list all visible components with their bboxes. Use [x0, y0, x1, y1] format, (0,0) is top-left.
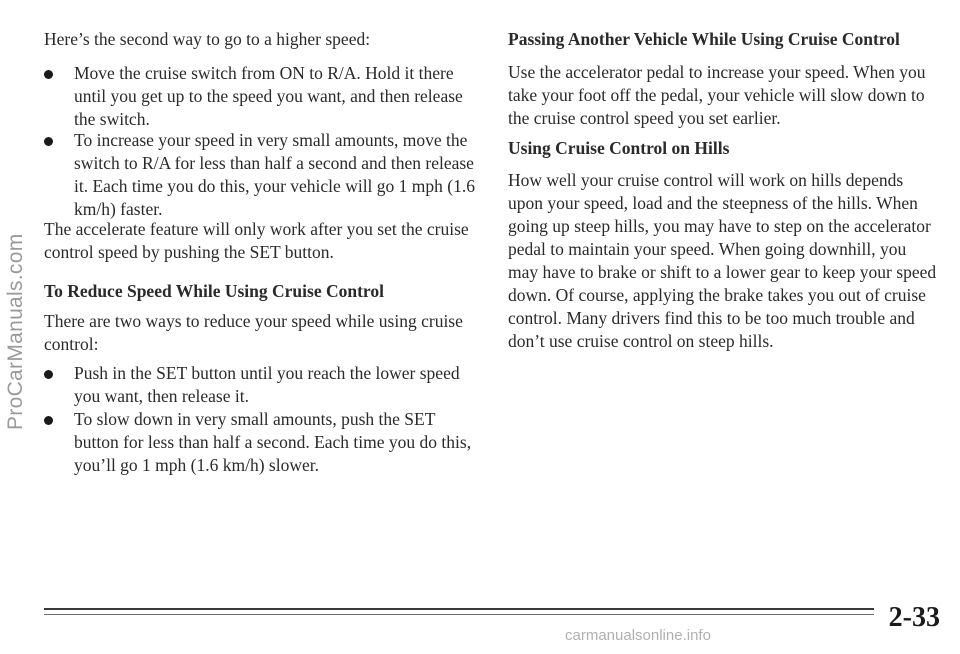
- bullet-text: Push in the SET button until you reach the lower speed you want, then release it.: [74, 363, 460, 406]
- footer-rule-thin: [44, 614, 874, 615]
- bullet-item: [44, 62, 484, 131]
- bullet-dot-icon: [44, 70, 53, 79]
- bullet-dot-icon: [44, 416, 53, 425]
- section-heading: Using Cruise Control on Hills: [508, 138, 730, 158]
- footer-watermark: carmanualsonline.info: [565, 627, 711, 644]
- passing-text: Use the accelerator pedal to increase your speed. When you take your foot off the pedal, your vehicle will slow down to the cruise control speed you set earlier.: [508, 62, 926, 128]
- hills-text: How well your cruise control will work on hills depends upon your speed, load and the steepness of the hills. When going up steep hills, you may have to step on the accelerator pedal to maintain your speed. When going downhill, you may have to brake or shift to a lower gear to keep your speed down. Of course, applying the brake takes you out of cruise control. Many drivers find this to be too much trouble and don’t use cruise control on steep hills.: [508, 170, 937, 351]
- bullet-item: [44, 408, 484, 477]
- page-number: 2-33: [888, 602, 940, 633]
- bullet-text: To increase your speed in very small amounts, move the switch to R/A for less than half a second and then release it. Each time you do this, your vehicle will go 1 mph (1.6 km/h) faster.: [74, 130, 475, 219]
- bullet-item: [44, 129, 484, 221]
- reduce-intro-text: There are two ways to reduce your speed while using cruise control:: [44, 311, 463, 354]
- bullet-dot-icon: [44, 137, 53, 146]
- bullet-dot-icon: [44, 370, 53, 379]
- footer-rule: [44, 608, 874, 610]
- side-watermark: ProCarManuals.com: [4, 233, 27, 430]
- bullet-item: [44, 362, 484, 408]
- bullet-text: Move the cruise switch from ON to R/A. Hold it there until you get up to the speed you want, and then release the switch.: [74, 63, 463, 129]
- section-heading: To Reduce Speed While Using Cruise Control: [44, 281, 384, 301]
- section-heading: Passing Another Vehicle While Using Cruise Control: [508, 29, 900, 49]
- bullet-text: To slow down in very small amounts, push the SET button for less than half a second. Each time you do this, you’ll go 1 mph (1.6 km/h) slower.: [74, 409, 472, 475]
- note-text: The accelerate feature will only work after you set the cruise control speed by pushing the SET button.: [44, 219, 469, 262]
- intro-text: Here’s the second way to go to a higher speed:: [44, 29, 371, 49]
